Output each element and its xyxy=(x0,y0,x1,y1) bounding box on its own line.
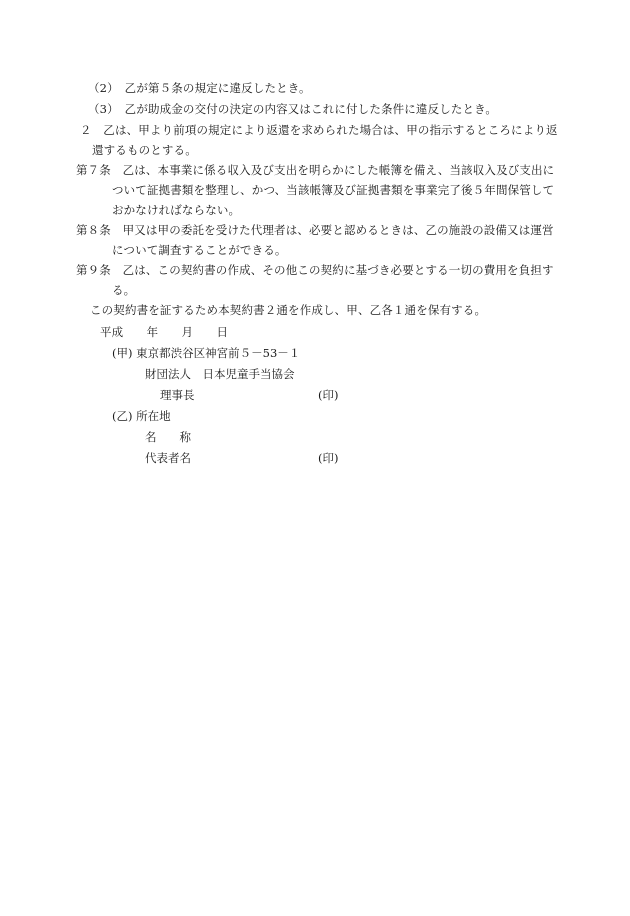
article-9-line-2: る。 xyxy=(112,283,136,297)
contract-date: 平成 年 月 日 xyxy=(100,325,229,339)
article-7-line-1: 第７条 乙は、本事業に係る収入及び支出を明らかにした帳簿を備え、当該収入及び支出に xyxy=(76,163,555,177)
clause-2-line-2: 還するものとする。 xyxy=(92,143,197,157)
article-9-line-1: 第９条 乙は、この契約書の作成、その他この契約に基づき必要とする一切の費用を負担す xyxy=(76,263,554,277)
party-a-title: 理事長 xyxy=(160,388,195,402)
party-b-seal: (印) xyxy=(318,451,339,465)
party-b-name-label: 名 称 xyxy=(145,430,191,444)
party-b-rep-label: 代表者名 xyxy=(145,451,191,465)
party-b-address: (乙) 所在地 xyxy=(112,409,171,423)
article-7-line-3: おかなければならない。 xyxy=(112,203,241,217)
party-a-org: 財団法人 日本児童手当協会 xyxy=(145,367,295,381)
article-8-line-1: 第８条 甲又は甲の委託を受けた代理者は、必要と認めるときは、乙の施設の設備又は運営 xyxy=(76,223,554,237)
closing-statement: この契約書を証するため本契約書２通を作成し、甲、乙各１通を保有する。 xyxy=(90,303,487,317)
article-7-line-2: ついて証拠書類を整理し、かつ、当該帳簿及び証拠書類を事業完了後５年間保管して xyxy=(112,183,555,197)
party-a-address: (甲) 東京都渋谷区神宮前５－53－１ xyxy=(112,346,301,360)
item-2: （2） 乙が第５条の規定に違反したとき。 xyxy=(88,81,311,95)
party-a-seal: (印) xyxy=(318,388,339,402)
clause-2-line-1: ２ 乙は、甲より前項の規定により返還を求められた場合は、甲の指示するところにより返 xyxy=(80,123,558,137)
item-3: （3） 乙が助成金の交付の決定の内容又はこれに付した条件に違反したとき。 xyxy=(88,102,498,116)
article-8-line-2: について調査することができる。 xyxy=(112,243,287,257)
